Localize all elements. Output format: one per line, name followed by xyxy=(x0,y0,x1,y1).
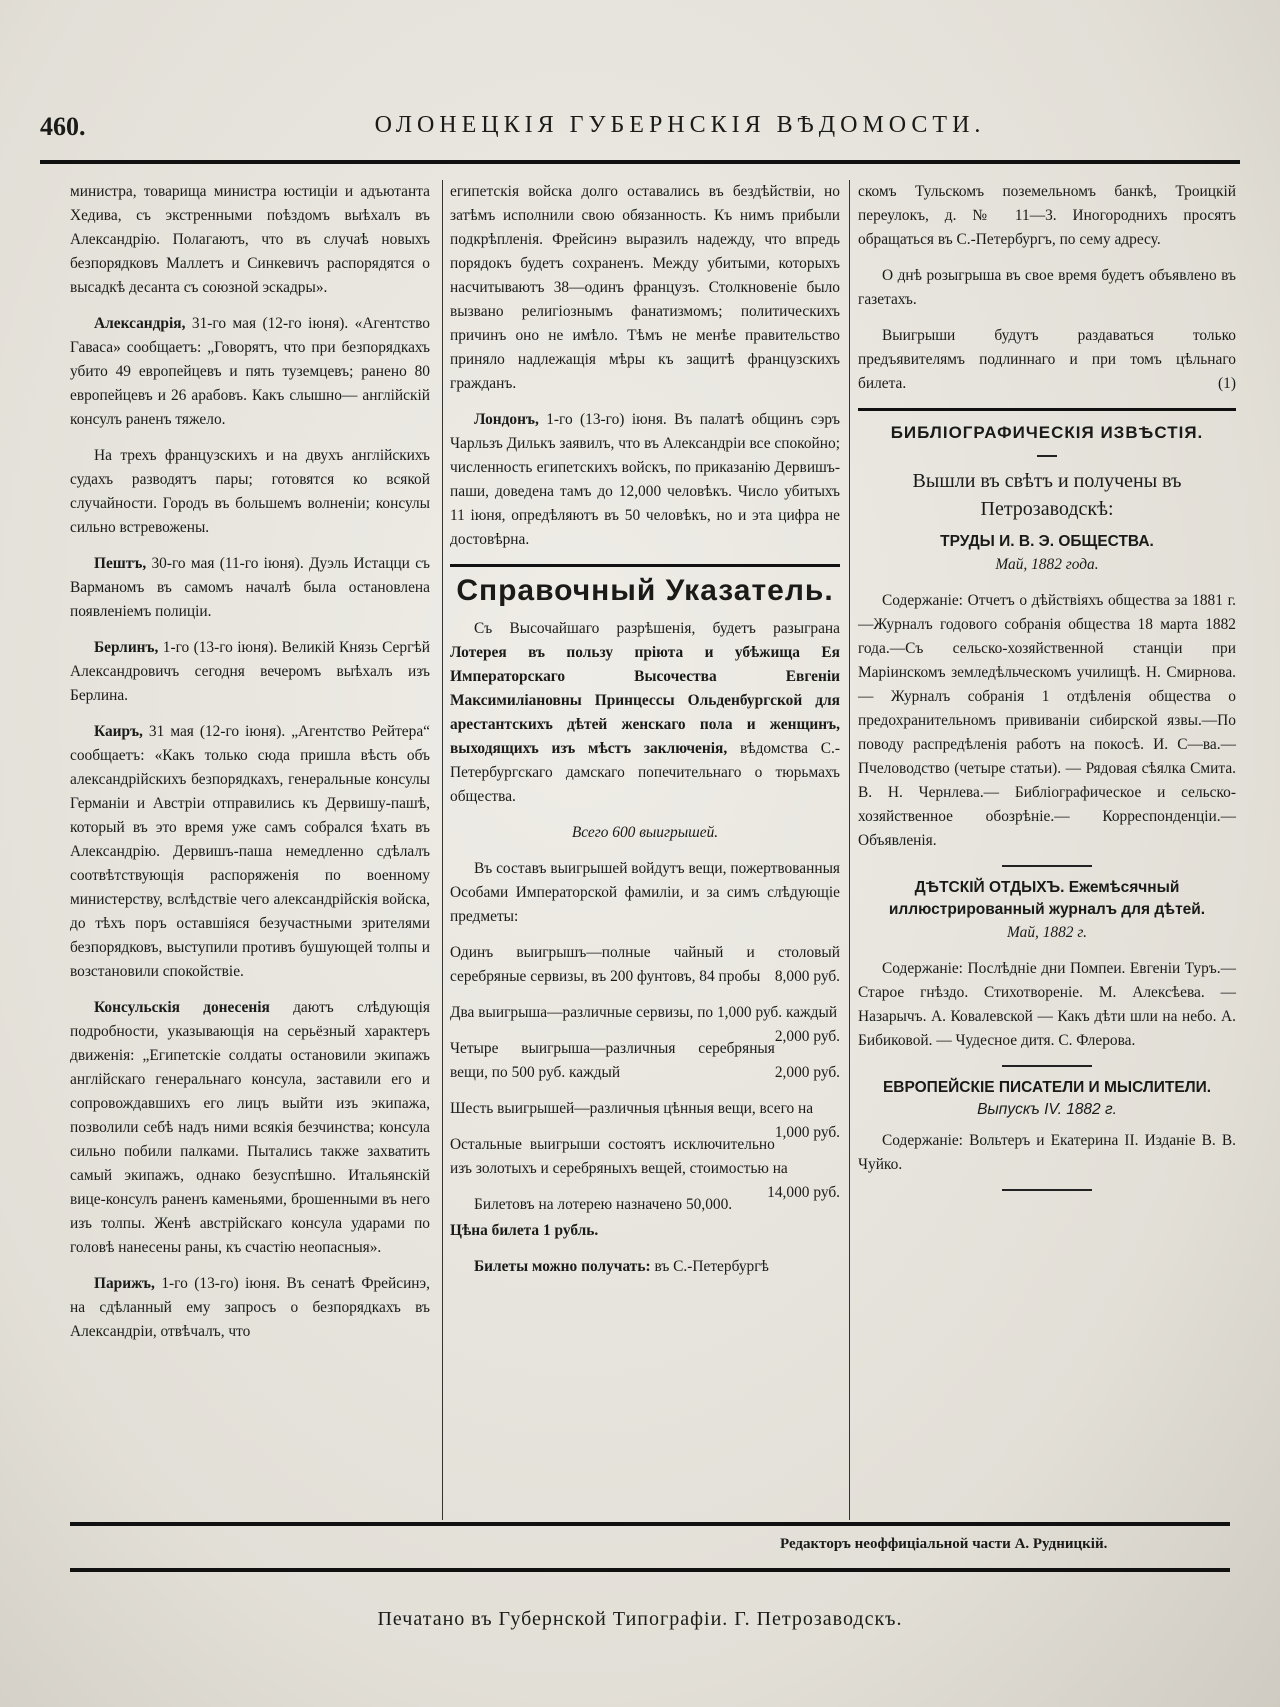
header-rule xyxy=(40,160,1240,164)
news-text: 31 мая (12-го іюня). „Агентство Рейтера“ сообщаетъ: «Какъ только сюда пришла вѣсть объ александрійскихъ безпорядкахъ, генеральные консулы Германіи и Австріи отправились къ Дервишу-пашѣ, который въ это время уже самъ собрался ѣхать въ Александрію. Дервишъ-паша немедленно сдѣлалъ соотвѣтствующія распоряженія по военному министерству, вслѣдствіе чего александрійскія войска, до тѣхъ поръ оставшіяся безучастными зрителями безпорядковъ, выступили противъ бушующей толпы и возстановили спокойствіе. xyxy=(70,723,430,980)
lottery-draw-date: О днѣ розыгрыша въ свое время будетъ объявлено въ газетахъ. xyxy=(858,267,1236,308)
prize-item: Шесть выигрышей—различныя цѣнныя вещи, всего на 1,000 руб. xyxy=(450,1097,840,1121)
news-text: даютъ слѣдующія подробности, указывающія на серьёзный характеръ движенія: „Египетскіе солдаты остановили экипажъ англійскаго генеральнаго консула, заставили его и сопровождавшихъ его лицъ выйти изъ экипажа, позволили себѣ надъ ними всякія безчинства; консула сильно побили палками. Пытались также захватить самый экипажъ, однако безуспѣшно. Итальянскій вице-консулъ раненъ каменьями, брошенными въ него изъ толпы. Женѣ австрійскаго консула ударами по головѣ нанесены раны, къ счастію неопасныя». xyxy=(70,999,430,1256)
news-london xyxy=(450,408,840,552)
journal-contents: Содержаніе: Послѣдніе дни Помпеи. Евгеніи Туръ.—Старое гнѣздо. Стихотвореніе. М. Алексѣева. — Назарычъ. А. Ковалевской — Какъ дѣти шли на небо. А. Бибиковой. — Чудесное дитя. С. Флерова. xyxy=(858,960,1236,1049)
dateline: Александрія, xyxy=(94,315,186,332)
dateline: Каиръ, xyxy=(94,723,143,740)
sale-text: въ С.-Петербургѣ xyxy=(654,1258,769,1275)
section-rule xyxy=(450,564,840,567)
ticket-price: Цѣна билета 1 рубль. xyxy=(450,1222,599,1239)
prize-amount: 2,000 руб. xyxy=(774,1064,840,1081)
dateline: Пештъ, xyxy=(94,555,147,572)
news-paragraph: египетскія войска долго оставались въ бездѣйствіи, но затѣмъ исполнили свою обязанность. Къ нимъ прибыли подкрѣпленія. Фрейсинэ выразилъ надежду, что впредь порядокъ будетъ сохраненъ. Между убитыми, которыхъ насчитываютъ 38—одинъ французъ. Столкновеніе было вызвано религіознымъ фанатизмомъ; политическихъ причинъ оно не имѣло. Тѣмъ не менѣе правительство приняло надлежащія мѣры къ защитѣ французскихъ гражданъ. xyxy=(450,183,840,392)
column-separator-right xyxy=(849,180,850,1520)
prize-item: Четыре выигрыша—различныя серебряныя вещи, по 500 руб. каждый 2,000 руб. xyxy=(450,1037,840,1085)
small-divider xyxy=(1037,455,1057,457)
lottery-total: Всего 600 выигрышей. xyxy=(571,824,719,841)
lottery-address: скомъ Тульскомъ поземельномъ банкѣ, Троицкій переулокъ, д. № 11—3. Иногороднихъ просятъ обращаться въ С.-Петербургъ, по сему адресу. xyxy=(858,183,1236,248)
news-text: 1-го (13-го) іюня. Въ сенатѣ Фрейсинэ, на сдѣланный ему запросъ о безпорядкахъ въ Александріи, отвѣчалъ, что xyxy=(70,1275,430,1340)
journal-contents: Содержаніе: Вольтеръ и Екатерина II. Изданіе В. В. Чуйко. xyxy=(858,1132,1236,1173)
dateline: Консульскія донесенія xyxy=(94,999,270,1016)
news-paragraph: министра, товарища министра юстиціи и адъютанта Хедива, съ экстренными поѣздомъ выѣхалъ въ Александрію. Полагаютъ, что въ случаѣ новыхъ безпорядковъ Маллетъ и Синкевичъ распорядятся о высадкѣ десанта съ союзной эскадры». xyxy=(70,183,430,296)
section-rule xyxy=(858,408,1236,411)
footer-rule-top xyxy=(70,1522,1230,1526)
column-middle xyxy=(450,180,840,1291)
journal-title: ТРУДЫ И. В. Э. ОБЩЕСТВА. xyxy=(940,533,1154,550)
news-alexandria xyxy=(70,312,430,432)
journal-contents: Содержаніе: Отчетъ о дѣйствіяхъ общества за 1881 г.—Журналъ годового собранія общества 18 марта 1882 года.—Съ сельско-хозяйственной станціи при Маріинскомъ земледѣльческомъ училищѣ. Н. Смирнова.— Журналъ собранія 1 отдѣленія общества о предохранительномъ прививаніи сибирской язвы.—По поводу распредѣленія работъ на покосѣ. И. С—ва.— Пчеловодство (четыре статьи). — Рядовая сѣялка Смита. В. Н. Чернлева.— Библіографическое и сельско-хозяйственное обозрѣніе.— Корреспонденціи.— Объявленія. xyxy=(858,592,1236,849)
lottery-payout: Выигрыши будутъ раздаваться только предъявителямъ подлиннаго и при томъ цѣльнаго билета. (1) xyxy=(858,324,1236,396)
prize-item: Остальные выигрыши состоятъ исключительно изъ золотыхъ и серебряныхъ вещей, стоимостью на 14,000 руб. xyxy=(450,1133,840,1181)
journal-title: ДѢТСКІЙ ОТДЫХЪ. Ежемѣсячный иллюстрированный журналъ для дѣтей. xyxy=(888,879,1206,918)
printer-imprint: Печатано въ Губернской Типографіи. Г. Петрозаводскъ. xyxy=(377,1608,903,1630)
footer-rule-bottom xyxy=(70,1568,1230,1572)
news-consular xyxy=(70,996,430,1260)
news-text: 31-го мая (12-го іюня). «Агентство Гаваса» сообщаетъ: „Говорятъ, что при безпорядкахъ убито 49 европейцевъ и пять туземцевъ; ранено 80 европейцевъ и 26 арабовъ. Какъ слышно— англійскій консулъ раненъ тяжело. xyxy=(70,315,430,428)
prize-amount: 2,000 руб. xyxy=(774,1028,840,1045)
editor-credit: Редакторъ неоффиціальной части А. Рудницкій. xyxy=(780,1536,1108,1552)
lottery-name: Лотерея въ пользу пріюта и убѣжища Ея Императорскаго Высочества Евгеніи Максимиліановны Принцессы Ольденбургской для арестантскихъ дѣтей женскаго пола и женщинъ, выходящихъ изъ мѣстъ заключенія, xyxy=(450,644,840,757)
prize-item: Два выигрыша—различные сервизы, по 1,000 руб. каждый 2,000 руб. xyxy=(450,1001,840,1025)
news-text: 1-го (13-го іюня). Великій Князь Сергѣй Александровичъ сегодня вечеромъ выѣхалъ изъ Берлина. xyxy=(70,639,430,704)
prize-amount: 14,000 руб. xyxy=(767,1184,840,1201)
small-divider xyxy=(1002,865,1092,867)
column-separator-left xyxy=(442,180,443,1520)
journal-issue: Выпускъ IV. 1882 г. xyxy=(977,1101,1117,1118)
lottery-intro: Съ Высочайшаго разрѣшенія, будетъ разыграна xyxy=(474,620,840,637)
news-berlin xyxy=(70,636,430,708)
small-divider xyxy=(1002,1189,1092,1191)
prize-list xyxy=(450,941,840,1201)
masthead-title: ОЛОНЕЦКІЯ ГУБЕРНСКІЯ ВѢДОМОСТИ. xyxy=(374,112,986,138)
small-divider xyxy=(1002,1065,1092,1067)
news-paris xyxy=(70,1272,430,1344)
page-header xyxy=(40,110,1240,150)
dateline: Парижъ, xyxy=(94,1275,155,1292)
news-text: 1-го (13-го) іюня. Въ палатѣ общинъ сэръ Чарльзъ Дилькъ заявилъ, что въ Александріи все спокойно; численность египетскихъ войскъ, по приказанію Дервишъ-паши, доведена тамъ до 12,000 человѣкъ. Число убитыхъ 11 іюня, опредѣляютъ въ 50 человѣкъ, но и эта цифра не достовѣрна. xyxy=(450,411,840,548)
journal-date: Май, 1882 года. xyxy=(995,556,1099,573)
column-right xyxy=(858,180,1236,1201)
footnote-mark: (1) xyxy=(1218,375,1236,392)
ticket-count: Билетовъ на лотерею назначено 50,000. xyxy=(474,1196,733,1213)
bibliography-title: БИБЛІОГРАФИЧЕСКІЯ ИЗВѢСТІЯ. xyxy=(890,423,1204,442)
page-number: 460. xyxy=(40,112,86,141)
news-cairo xyxy=(70,720,430,984)
reference-index-title: Справочный Указатель. xyxy=(456,574,834,607)
ticket-sale xyxy=(450,1255,840,1279)
lottery-announcement xyxy=(450,617,840,809)
column-left xyxy=(70,180,430,1356)
prize-item: Одинъ выигрышъ—полные чайный и столовый серебряные сервизы, въ 200 фунтовъ, 84 пробы 8,000 руб. xyxy=(450,941,840,989)
lottery-end: вѣдомства С.-Петербургскаго дамскаго попечительнаго о тюрьмахъ общества. xyxy=(450,740,840,805)
sale-head: Билеты можно получать: xyxy=(474,1258,651,1275)
journal-date: Май, 1882 г. xyxy=(1007,924,1087,941)
dateline: Лондонъ, xyxy=(474,411,539,428)
received-heading: Вышли въ свѣтъ и получены въ Петрозаводскѣ: xyxy=(912,470,1182,520)
prize-amount: 1,000 руб. xyxy=(774,1124,840,1141)
prize-amount: 8,000 руб. xyxy=(774,968,840,985)
journal-title: ЕВРОПЕЙСКІЕ ПИСАТЕЛИ И МЫСЛИТЕЛИ. Выпускъ IV. 1882 г. xyxy=(882,1079,1212,1118)
lottery-composition: Въ составъ выигрышей войдутъ вещи, пожертвованныя Особами Императорской фамиліи, и за симъ слѣдующіе предметы: xyxy=(450,860,840,925)
dateline: Берлинъ, xyxy=(94,639,159,656)
news-text: 30-го мая (11-го іюня). Дуэль Истацци съ Варманомъ въ самомъ началѣ была остановлена появленіемъ полиціи. xyxy=(70,555,430,620)
news-paragraph: На трехъ французскихъ и на двухъ англійскихъ судахъ разводятъ пары; готовятся ко всякой случайности. Городъ въ большемъ волненіи; консулы сильно встревожены. xyxy=(70,447,430,536)
news-pest xyxy=(70,552,430,624)
